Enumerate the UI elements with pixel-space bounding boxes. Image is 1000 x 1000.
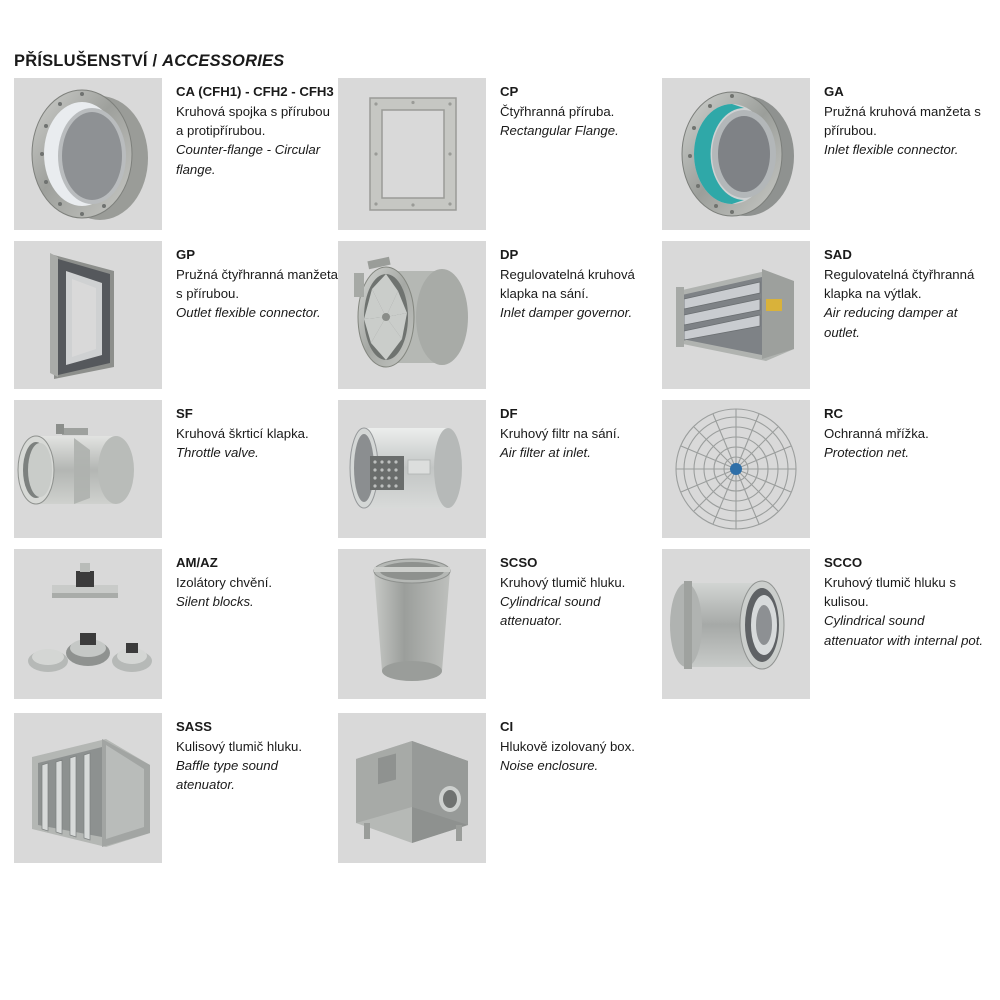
accessory-caption — [486, 713, 662, 775]
page-title — [14, 52, 284, 71]
inlet-flexible-connector-image — [662, 78, 810, 230]
accessories-grid — [14, 78, 986, 863]
accessories-row — [14, 713, 986, 863]
accessory-caption — [486, 400, 662, 462]
accessory-desc-en: Cylindrical sound attenuator. — [500, 594, 601, 629]
accessory-caption — [810, 549, 986, 650]
accessory-desc-cz: Kulisový tlumič hluku. — [176, 739, 303, 755]
accessory-desc-en: Cylindrical sound attenuator with internal pot. — [824, 613, 984, 648]
accessories-row — [14, 241, 986, 389]
accessory-item-ga — [662, 78, 986, 230]
accessory-desc-cz: Čtyřhranná příruba. — [500, 104, 615, 120]
accessory-code: DP — [500, 247, 519, 262]
noise-enclosure-image — [338, 713, 486, 863]
rectangular-flange-image — [338, 78, 486, 230]
accessory-item-sad — [662, 241, 986, 389]
accessory-desc-cz: Kruhový tlumič hluku s kulisou. — [824, 575, 956, 610]
accessory-desc-en: Outlet flexible connector. — [176, 305, 321, 321]
accessory-desc-en: Throttle valve. — [176, 445, 259, 461]
accessory-caption — [162, 549, 338, 611]
accessory-item-scso — [338, 549, 662, 699]
accessory-caption — [162, 78, 338, 179]
accessory-code: CI — [500, 719, 514, 734]
air-filter-image — [338, 400, 486, 538]
protection-net-image — [662, 400, 810, 538]
accessory-code: DF — [500, 406, 518, 421]
accessory-desc-cz: Kruhový filtr na sání. — [500, 426, 621, 442]
accessory-item-ci — [338, 713, 662, 863]
accessory-item-sf — [14, 400, 338, 538]
accessory-item-am-az — [14, 549, 338, 699]
cylindrical-sound-attenuator-pot-image — [662, 549, 810, 699]
accessory-desc-en: Protection net. — [824, 445, 910, 461]
page-title-cz: PŘÍSLUŠENSTVÍ — [14, 52, 148, 70]
accessory-caption — [162, 400, 338, 462]
accessory-code: SCSO — [500, 555, 538, 570]
accessory-code: SAD — [824, 247, 852, 262]
accessory-desc-cz: Kruhová škrticí klapka. — [176, 426, 309, 442]
accessory-desc-en: Inlet flexible connector. — [824, 142, 959, 158]
accessory-desc-cz: Regulovatelná čtyřhranná klapka na výtlak. — [824, 267, 975, 302]
accessory-desc-cz: Pružná čtyřhranná manžeta s přírubou. — [176, 267, 338, 302]
accessory-caption — [486, 241, 662, 323]
accessory-code: CP — [500, 84, 519, 99]
accessory-caption — [486, 78, 662, 140]
accessory-desc-en: Rectangular Flange. — [500, 123, 619, 139]
accessory-code: RC — [824, 406, 844, 421]
silent-blocks-image — [14, 549, 162, 699]
accessory-code: SCCO — [824, 555, 863, 570]
empty-placeholder — [662, 713, 810, 863]
accessory-caption — [810, 400, 986, 462]
accessory-desc-en: Baffle type sound atenuator. — [176, 758, 278, 793]
accessories-row — [14, 549, 986, 699]
air-reducing-damper-image — [662, 241, 810, 389]
accessory-code: CA (CFH1) - CFH2 - CFH3 — [176, 84, 334, 99]
baffle-sound-attenuator-image — [14, 713, 162, 863]
accessory-desc-en: Silent blocks. — [176, 594, 254, 610]
accessory-code: AM/AZ — [176, 555, 218, 570]
accessory-desc-cz: Kruhová spojka s přírubou a protipřírubou. — [176, 104, 330, 139]
accessory-item-empty — [662, 713, 986, 863]
accessory-code: GP — [176, 247, 196, 262]
page-title-en: ACCESSORIES — [162, 52, 285, 70]
accessory-caption — [162, 241, 338, 323]
accessory-item-dp — [338, 241, 662, 389]
accessory-desc-cz: Izolátory chvění. — [176, 575, 273, 591]
accessory-desc-en: Noise enclosure. — [500, 758, 599, 774]
accessory-desc-en: Air filter at inlet. — [500, 445, 591, 461]
accessory-item-df — [338, 400, 662, 538]
accessory-desc-cz: Ochranná mřížka. — [824, 426, 929, 442]
page-title-separator: / — [147, 52, 163, 70]
inlet-damper-governor-image — [338, 241, 486, 389]
throttle-valve-image — [14, 400, 162, 538]
accessory-desc-cz: Pružná kruhová manžeta s přírubou. — [824, 104, 981, 139]
accessory-desc-en: Counter-flange - Circular flange. — [176, 142, 321, 177]
accessories-row — [14, 78, 986, 230]
accessory-caption — [810, 78, 986, 160]
accessory-desc-en: Inlet damper governor. — [500, 305, 633, 321]
accessory-code: GA — [824, 84, 844, 99]
circular-flange-image — [14, 78, 162, 230]
accessories-row — [14, 400, 986, 538]
accessory-desc-cz: Kruhový tlumič hluku. — [500, 575, 626, 591]
accessory-code: SASS — [176, 719, 212, 734]
accessory-caption — [810, 241, 986, 342]
accessory-item-gp — [14, 241, 338, 389]
accessory-desc-cz: Regulovatelná kruhová klapka na sání. — [500, 267, 635, 302]
accessory-item-scco — [662, 549, 986, 699]
accessory-caption — [162, 713, 338, 795]
accessory-desc-cz: Hlukově izolovaný box. — [500, 739, 635, 755]
accessory-item-cp — [338, 78, 662, 230]
accessory-item-sass — [14, 713, 338, 863]
outlet-flexible-connector-image — [14, 241, 162, 389]
accessory-desc-en: Air reducing damper at outlet. — [824, 305, 958, 340]
accessory-code: SF — [176, 406, 193, 421]
accessory-item-ca — [14, 78, 338, 230]
accessory-caption — [486, 549, 662, 631]
accessory-item-rc — [662, 400, 986, 538]
cylindrical-sound-attenuator-image — [338, 549, 486, 699]
